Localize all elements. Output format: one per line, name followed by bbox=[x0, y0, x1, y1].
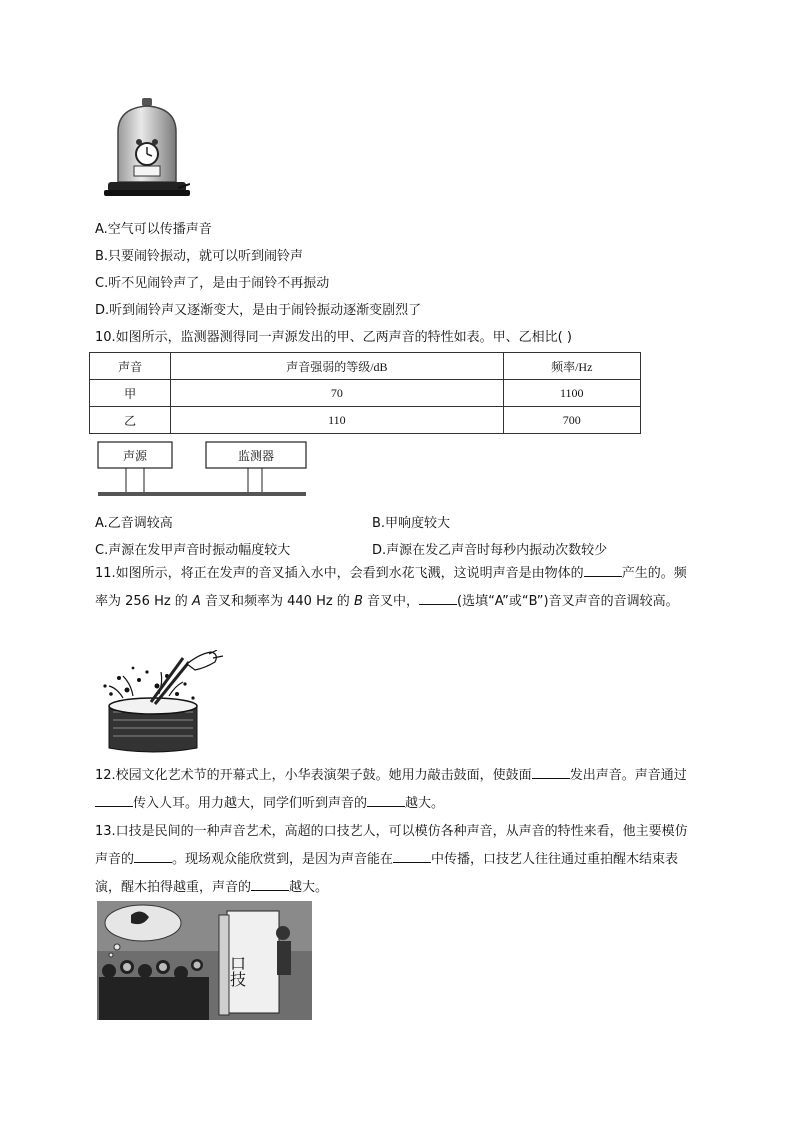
q12-text bbox=[95, 762, 695, 818]
q11-part1: 11.如图所示，将正在发声的音叉插入水中，会看到水花飞溅，这说明声音是由物体的 bbox=[95, 566, 584, 581]
table-cell: 乙 bbox=[90, 407, 171, 434]
q10-option-c: C.声源在发甲声音时振动幅度较大 bbox=[95, 543, 291, 558]
table-cell: 1100 bbox=[503, 380, 640, 407]
table-row bbox=[90, 380, 641, 407]
tuning-fork-water-figure bbox=[97, 650, 225, 754]
q11-part3: 音叉和频率为 440 Hz 的 bbox=[200, 594, 354, 609]
fork-a-label: A bbox=[191, 594, 201, 609]
answer-blank[interactable] bbox=[393, 848, 431, 863]
table-row bbox=[90, 407, 641, 434]
table-header: 声音 bbox=[90, 353, 171, 380]
q10-stem: 10.如图所示，监测器测得同一声源发出的甲、乙两声音的特性如表。甲、乙相比( ) bbox=[95, 330, 572, 345]
q12-part2: 发出声音。声音通过 bbox=[569, 768, 687, 783]
q13-text bbox=[95, 818, 695, 902]
q12-part1: 12.校园文化艺术节的开幕式上，小华表演架子鼓。她用力敲击鼓面，使鼓面 bbox=[95, 768, 532, 783]
answer-blank[interactable] bbox=[95, 792, 133, 807]
answer-blank[interactable] bbox=[367, 792, 405, 807]
table-cell: 110 bbox=[171, 407, 503, 434]
sign-text: 口技 bbox=[227, 955, 247, 987]
table-cell: 甲 bbox=[90, 380, 171, 407]
answer-blank[interactable] bbox=[584, 562, 622, 577]
q12-part4: 越大。 bbox=[405, 796, 445, 811]
ventriloquism-photo bbox=[97, 901, 312, 1020]
q9-option-d: D.听到闹铃声又逐渐变大，是由于闹铃振动逐渐变剧烈了 bbox=[95, 303, 422, 318]
bell-jar-figure bbox=[104, 96, 190, 204]
q11-part5: (选填“A”或“B”)音叉声音的音调较高。 bbox=[457, 594, 679, 609]
q11-part4: 音叉中， bbox=[362, 594, 419, 609]
table-header: 频率/Hz bbox=[503, 353, 640, 380]
q13-part1: 13.口技是民间的一种声音艺术，高超的口技艺人，可以模仿各种声音，从声音的特性来看，他主要模仿声音的 bbox=[95, 824, 688, 867]
monitor-label: 监测器 bbox=[237, 449, 275, 463]
q11-part2: 产生的。频率为 256 Hz 的 bbox=[95, 566, 687, 609]
q13-part4: 越大。 bbox=[289, 880, 329, 895]
q9-option-b: B.只要闹铃振动，就可以听到闹铃声 bbox=[95, 249, 304, 264]
table-header: 声音强弱的等级/dB bbox=[171, 353, 503, 380]
answer-blank[interactable] bbox=[251, 876, 289, 891]
q9-option-a: A.空气可以传播声音 bbox=[95, 222, 212, 237]
q10-option-b: B.甲响度较大 bbox=[372, 516, 451, 531]
source-monitor-figure bbox=[96, 440, 308, 500]
source-label: 声源 bbox=[122, 449, 148, 463]
q12-part3: 传入人耳。用力越大，同学们听到声音的 bbox=[133, 796, 368, 811]
table-cell: 700 bbox=[503, 407, 640, 434]
q9-option-c: C.听不见闹铃声了，是由于闹铃不再振动 bbox=[95, 276, 330, 291]
answer-blank[interactable] bbox=[134, 848, 172, 863]
table-cell: 70 bbox=[171, 380, 503, 407]
q10-sound-table bbox=[89, 352, 641, 434]
q13-part2: 。现场观众能欣赏到，是因为声音能在 bbox=[172, 852, 394, 867]
q10-option-d: D.声源在发乙声音时每秒内振动次数较少 bbox=[372, 543, 608, 558]
q10-option-a: A.乙音调较高 bbox=[95, 516, 173, 531]
answer-blank[interactable] bbox=[532, 764, 570, 779]
answer-blank[interactable] bbox=[419, 590, 457, 605]
q11-text bbox=[95, 560, 695, 616]
table-header-row bbox=[90, 353, 641, 380]
fork-b-label: B bbox=[353, 594, 363, 609]
q13-part3: 中传播，口技艺人往往通过重拍醒木结束表演，醒木拍得越重，声音的 bbox=[95, 852, 679, 895]
